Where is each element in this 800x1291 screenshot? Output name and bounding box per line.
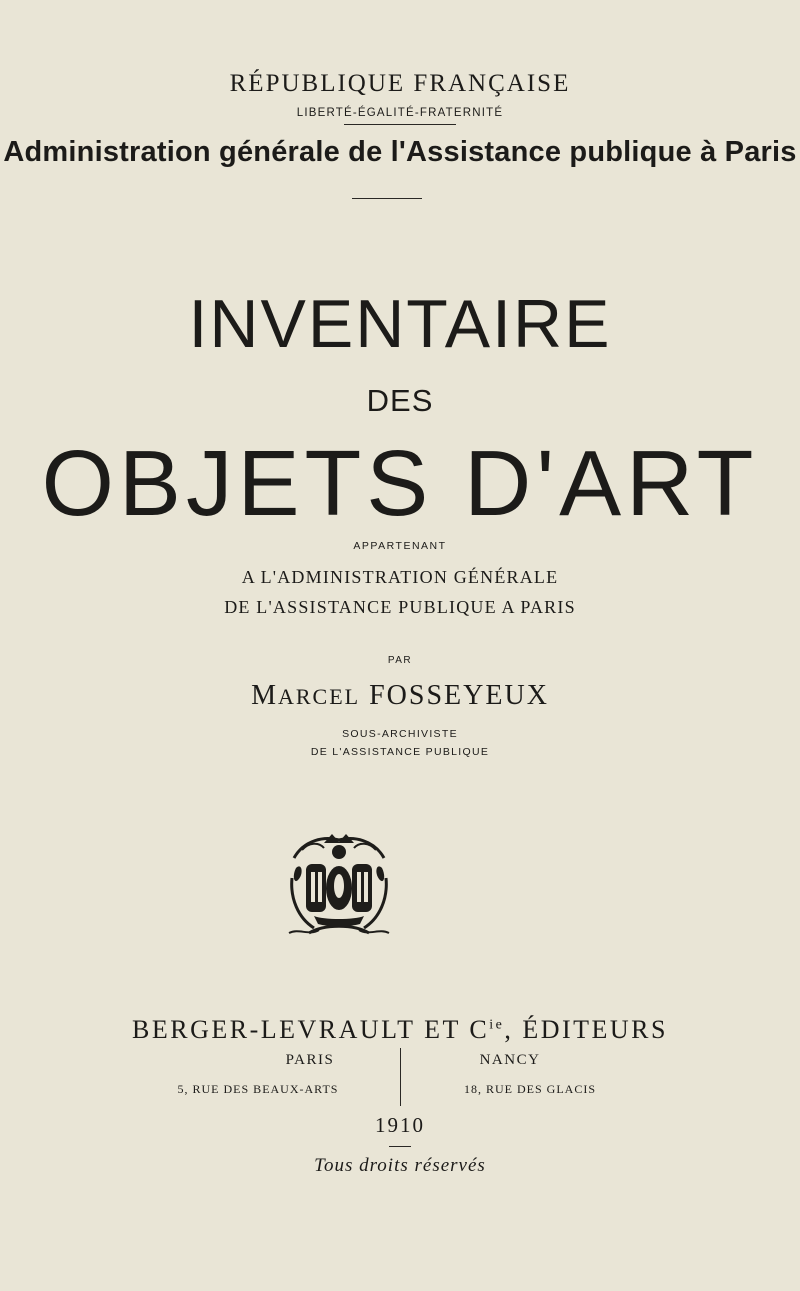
publication-year: 1910 [375, 1113, 425, 1137]
author-first-name: ARCEL [277, 684, 361, 709]
publisher-emblem-icon [284, 828, 394, 940]
appartenant-label: APPARTENANT [353, 540, 447, 552]
author-initial: M [251, 680, 278, 711]
author-name [0, 680, 800, 712]
publisher-name-editeurs: , ÉDITEURS [504, 1015, 668, 1044]
right-city: NANCY [479, 1052, 541, 1068]
author-last-name: FOSSEYEUX [369, 680, 549, 711]
title-des: DES [366, 383, 434, 418]
subtitle-line-1: A L'ADMINISTRATION GÉNÉRALE [241, 567, 559, 587]
author-role-line-2: DE L'ASSISTANCE PUBLIQUE [310, 746, 490, 758]
devise-line: LIBERTÉ-ÉGALITÉ-FRATERNITÉ [296, 107, 504, 119]
author-role-line-1: SOUS-ARCHIVISTE [342, 728, 458, 740]
republique-heading: RÉPUBLIQUE FRANÇAISE [229, 70, 571, 97]
right-address: 18, RUE DES GLACIS [463, 1082, 596, 1096]
year-rule [389, 1146, 411, 1147]
left-city: PARIS [285, 1052, 335, 1068]
rights-notice: Tous droits réservés [314, 1155, 486, 1176]
title-inventaire: INVENTAIRE [188, 286, 612, 362]
publisher-name-main: BERGER-LEVRAULT ET C [132, 1015, 490, 1044]
administration-heading: Administration générale de l'Assistance publique à Paris [3, 136, 797, 168]
devise-underline [344, 124, 456, 125]
par-label: PAR [387, 655, 413, 666]
title-objets-dart: OBJETS D'ART [41, 431, 759, 535]
subtitle-line-2: DE L'ASSISTANCE PUBLIQUE A PARIS [224, 597, 576, 617]
left-address: 5, RUE DES BEAUX-ARTS [177, 1082, 339, 1096]
administration-rule [352, 198, 422, 199]
publisher-name [0, 1015, 800, 1045]
publisher-name-superscript: ie [489, 1017, 505, 1033]
